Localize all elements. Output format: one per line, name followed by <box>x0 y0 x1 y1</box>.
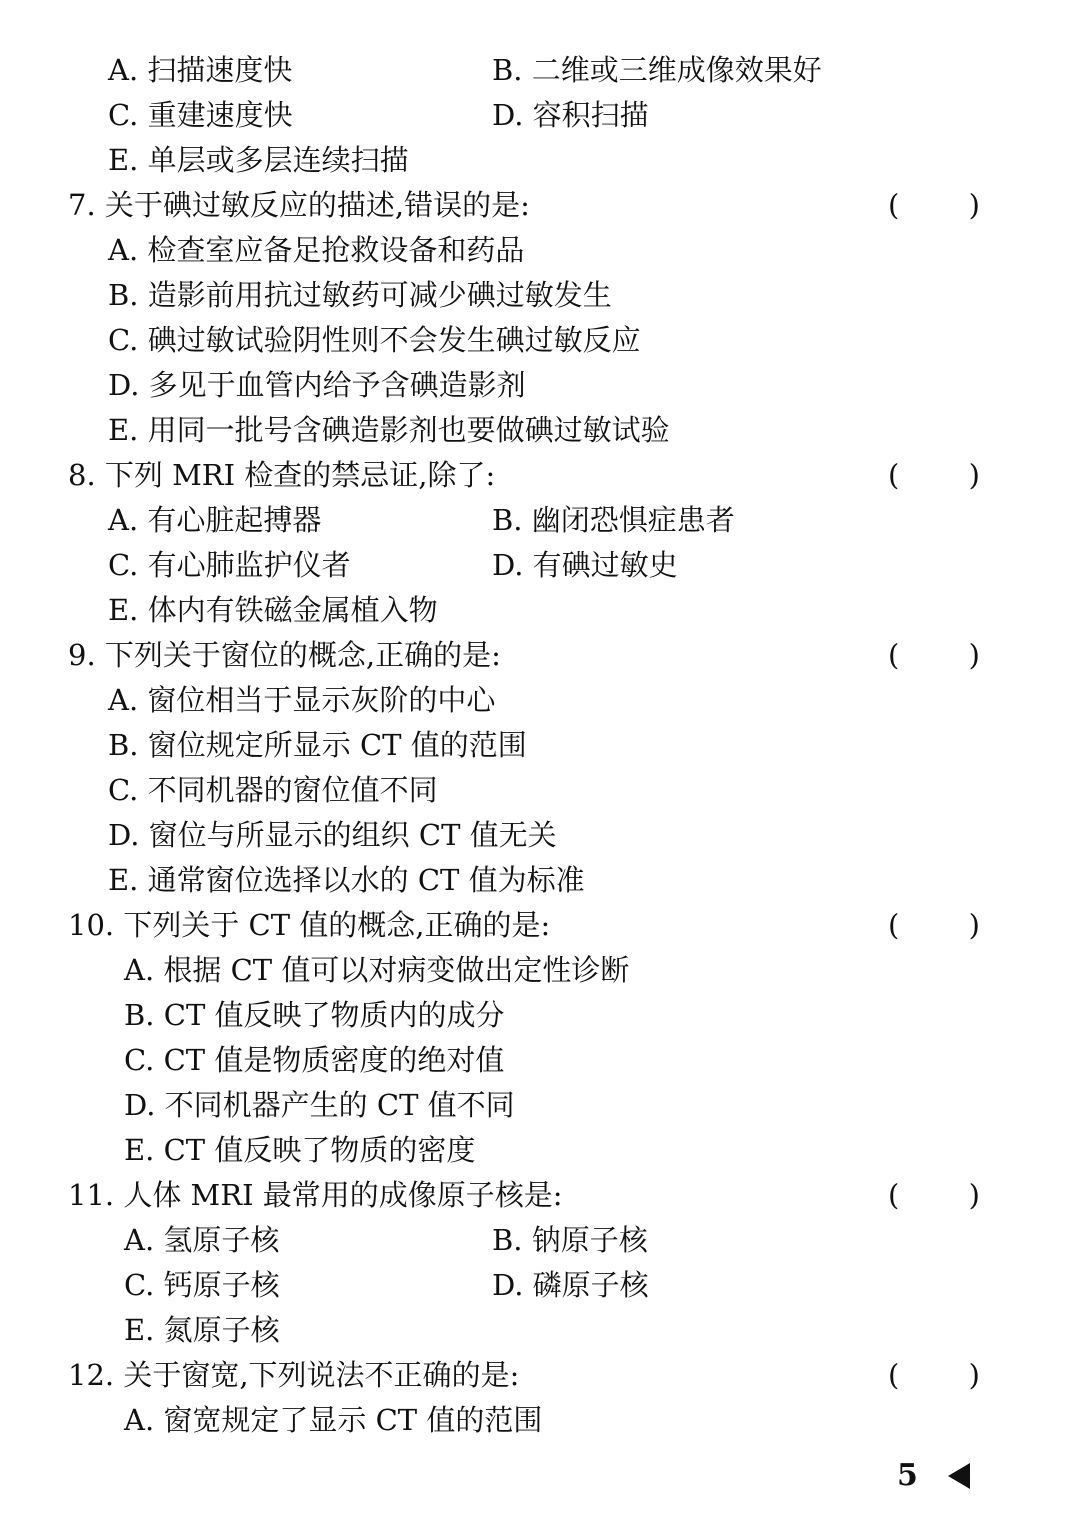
option-d: D. 磷原子核 <box>492 1268 649 1302</box>
option-c: C. 碘过敏试验阴性则不会发生碘过敏反应 <box>108 323 641 357</box>
option-a: A. 检查室应备足抢救设备和药品 <box>108 233 525 267</box>
option-a: A. 根据 CT 值可以对病变做出定性诊断 <box>124 953 630 987</box>
option-a: A. 有心脏起搏器 <box>108 503 322 537</box>
option-d: D. 有碘过敏史 <box>492 548 678 582</box>
question-8-stem: 8. 下列 MRI 检查的禁忌证,除了: <box>68 458 496 492</box>
option-a: A. 氢原子核 <box>124 1223 280 1257</box>
option-c: C. 有心肺监护仪者 <box>108 548 351 582</box>
option-c: C. 钙原子核 <box>124 1268 280 1302</box>
option-e: E. 体内有铁磁金属植入物 <box>108 593 438 627</box>
option-b: B. 造影前用抗过敏药可减少碘过敏发生 <box>108 278 612 312</box>
option-a: A. 窗宽规定了显示 CT 值的范围 <box>124 1403 543 1437</box>
question-11-stem: 11. 人体 MRI 最常用的成像原子核是: <box>68 1178 563 1212</box>
option-a: A. 扫描速度快 <box>108 53 293 87</box>
option-e: E. 用同一批号含碘造影剂也要做碘过敏试验 <box>108 413 670 447</box>
option-b: B. CT 值反映了物质内的成分 <box>124 998 505 1032</box>
option-d: D. 容积扫描 <box>492 98 649 132</box>
option-d: D. 窗位与所显示的组织 CT 值无关 <box>108 818 557 852</box>
option-a: A. 窗位相当于显示灰阶的中心 <box>108 683 496 717</box>
option-c: C. CT 值是物质密度的绝对值 <box>124 1043 505 1077</box>
option-e: E. 单层或多层连续扫描 <box>108 143 409 177</box>
option-d: D. 多见于血管内给予含碘造影剂 <box>108 368 526 402</box>
option-b: B. 钠原子核 <box>492 1223 648 1257</box>
option-e: E. 氮原子核 <box>124 1313 280 1347</box>
option-c: C. 重建速度快 <box>108 98 293 132</box>
option-b: B. 窗位规定所显示 CT 值的范围 <box>108 728 527 762</box>
triangle-left-icon <box>948 1463 970 1489</box>
option-b: B. 幽闭恐惧症患者 <box>492 503 735 537</box>
option-c: C. 不同机器的窗位值不同 <box>108 773 438 807</box>
question-9-stem: 9. 下列关于窗位的概念,正确的是: <box>68 638 501 672</box>
question-10-stem: 10. 下列关于 CT 值的概念,正确的是: <box>68 908 551 942</box>
option-b: B. 二维或三维成像效果好 <box>492 53 822 87</box>
page-number: 5 <box>897 1458 918 1493</box>
option-d: D. 不同机器产生的 CT 值不同 <box>124 1088 515 1122</box>
option-e: E. CT 值反映了物质的密度 <box>124 1133 476 1167</box>
document-page: A. 扫描速度快 B. 二维或三维成像效果好 C. 重建速度快 D. 容积扫描 E. 单层或多层连续扫描 7. 关于碘过敏反应的描述,错误的是: ( ) A. 检查室应备足抢救设备和药品 B. 造影前用抗过敏药可减少碘过敏发生 C. 碘过敏试验阴性则不会发生碘过敏反应 D. 多见于血管内给予含碘造影剂 E. 用同一批号含碘造影剂也要做碘过敏试验 8. 下列 MRI 检查的禁忌证,除了: ( ) A. 有心脏起搏器 B. 幽闭恐惧症患者 C. 有心肺监护仪者 D. 有碘过敏史 E. 体内有铁磁金属植入物 9. 下列关于窗位的概念,正确的是: ( ) A. 窗位相当于显示灰阶的中心 B. 窗位规定所显示 CT 值的范围 C. 不同机器的窗位值不同 D. 窗位与所显示的组织 CT 值无关 E. 通常窗位选择以水的 CT 值为标准 10. 下列关于 CT 值的概念,正确的是: ( ) A. 根据 CT 值可以对病变做出定性诊断 B. CT 值反映了物质内的成分 C. CT 值是物质密度的绝对值 D. 不同机器产生的 CT 值不同 E. CT 值反映了物质的密度 11. 人体 MRI 最常用的成像原子核是: ( ) A. 氢原子核 B. 钠原子核 C. 钙原子核 D. 磷原子核 E. 氮原子核 12. 关于窗宽,下列说法不正确的是: ( ) A. 窗宽规定了显示 CT 值的范围 5 <box>68 53 980 1493</box>
question-7-stem: 7. 关于碘过敏反应的描述,错误的是: <box>68 188 530 222</box>
option-e: E. 通常窗位选择以水的 CT 值为标准 <box>108 863 585 897</box>
question-12-stem: 12. 关于窗宽,下列说法不正确的是: <box>68 1358 520 1392</box>
